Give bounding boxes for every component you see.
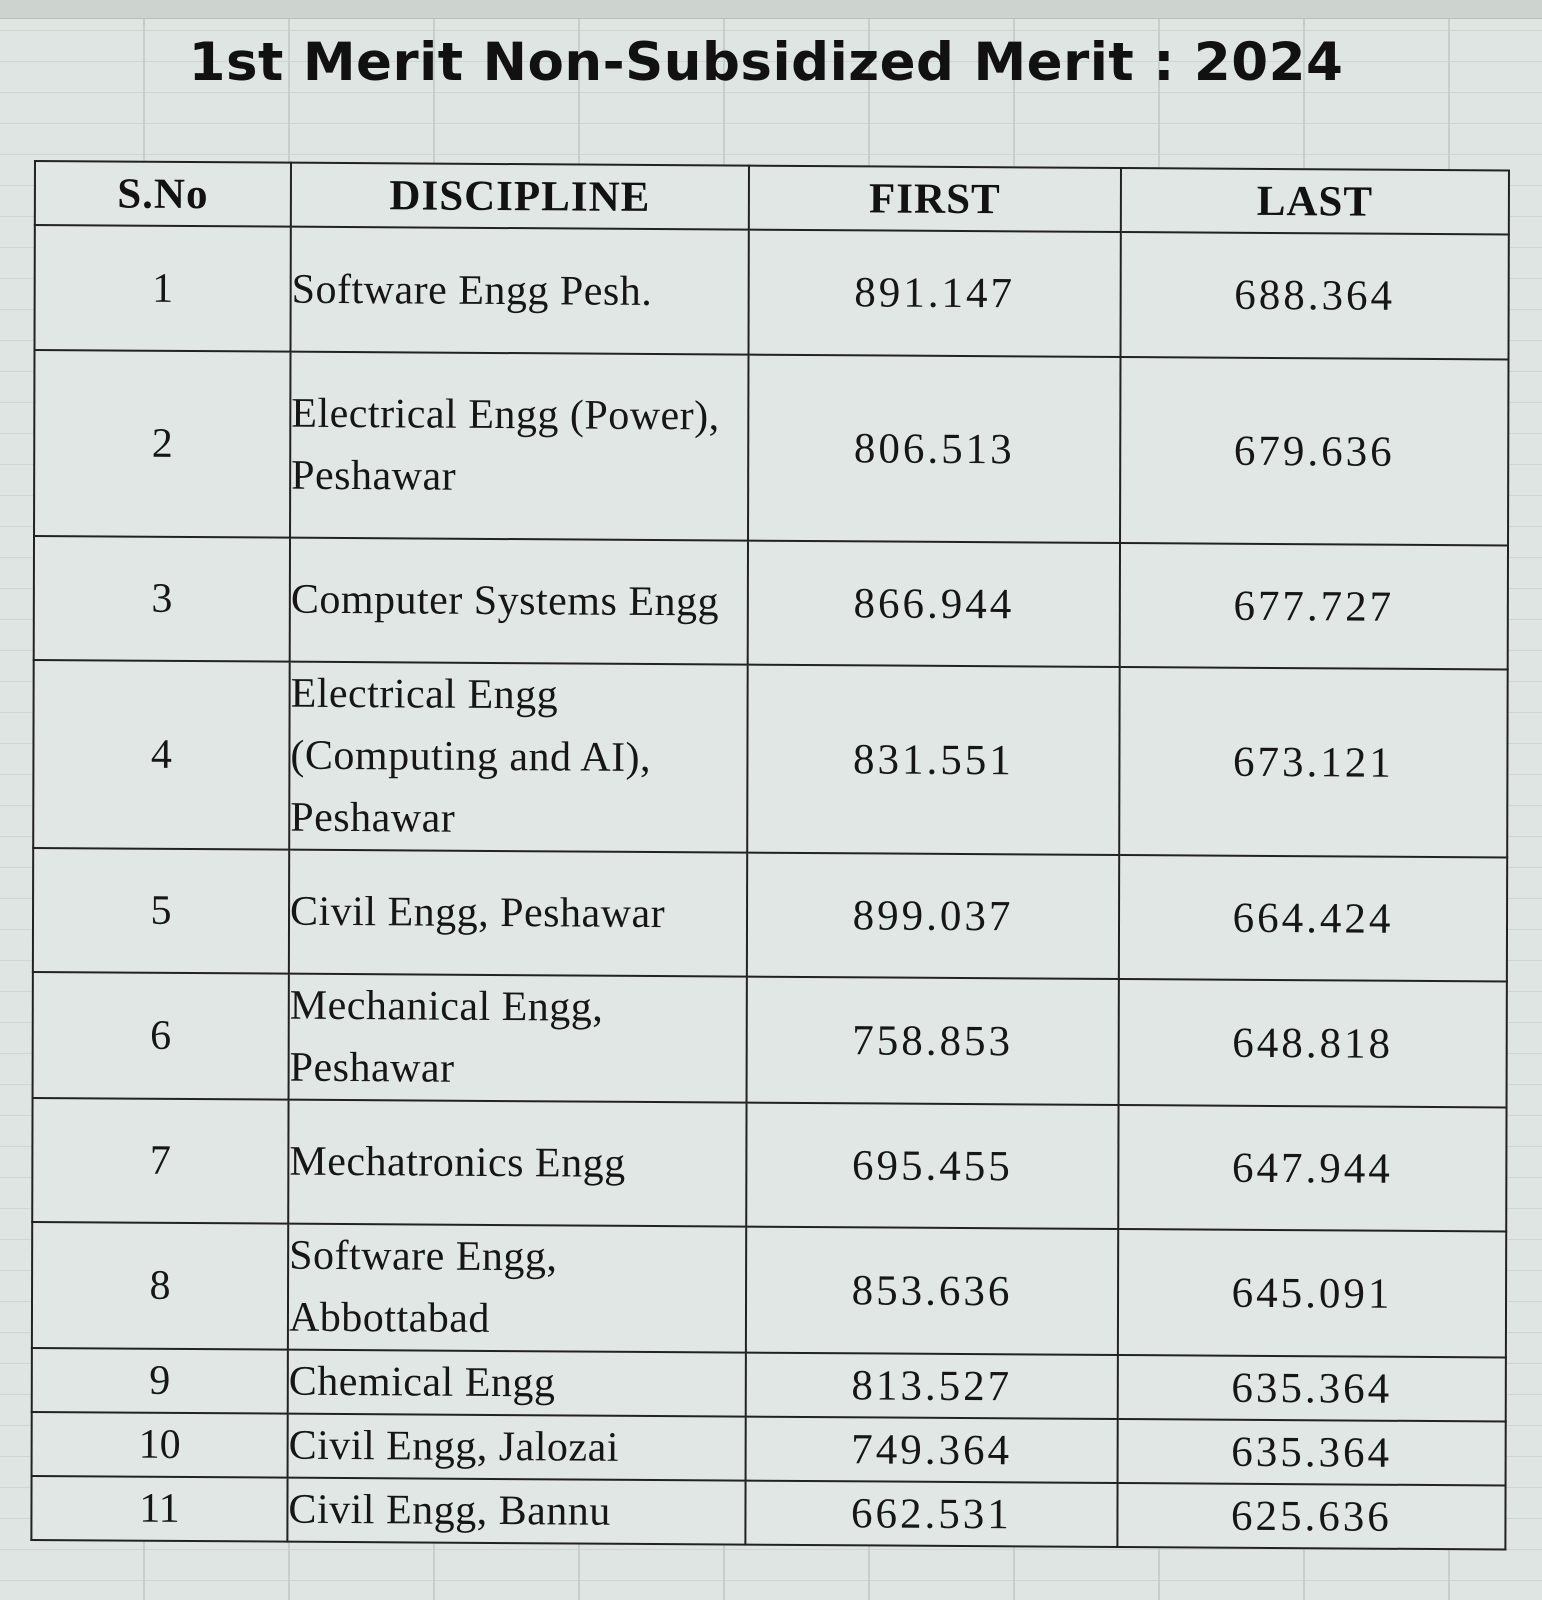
cell-first: 758.853 xyxy=(747,977,1119,1105)
cell-sno: 2 xyxy=(34,350,290,538)
table-header xyxy=(35,161,1509,235)
cell-first: 891.147 xyxy=(749,230,1121,357)
cell-discipline: Electrical Engg (Power), Peshawar xyxy=(290,352,748,541)
cell-discipline: Mechatronics Engg xyxy=(288,1100,746,1227)
table-row xyxy=(33,848,1507,982)
spreadsheet-top-strip xyxy=(0,0,1542,19)
cell-first: 749.364 xyxy=(746,1417,1118,1483)
cell-first: 662.531 xyxy=(745,1481,1117,1547)
cell-sno: 9 xyxy=(32,1348,288,1414)
cell-discipline: Electrical Engg (Computing and AI), Peshawar xyxy=(289,662,747,853)
cell-discipline: Civil Engg, Bannu xyxy=(287,1478,745,1545)
cell-first: 806.513 xyxy=(748,355,1120,543)
cell-discipline: Software Engg Pesh. xyxy=(291,227,749,355)
cell-last: 635.364 xyxy=(1118,1355,1506,1422)
cell-last: 645.091 xyxy=(1118,1229,1506,1358)
cell-first: 695.455 xyxy=(746,1103,1118,1229)
header-sno: S.No xyxy=(35,161,291,227)
cell-first: 853.636 xyxy=(746,1227,1118,1355)
cell-discipline: Mechanical Engg, Peshawar xyxy=(289,974,747,1103)
cell-sno: 1 xyxy=(35,225,291,352)
cell-last: 635.364 xyxy=(1118,1419,1506,1486)
table-row xyxy=(33,660,1507,858)
table-row xyxy=(33,972,1507,1108)
header-last: LAST xyxy=(1121,168,1509,235)
cell-discipline: Civil Engg, Jalozai xyxy=(288,1414,746,1481)
title-bar xyxy=(0,24,1542,100)
cell-last: 664.424 xyxy=(1119,855,1507,982)
table-row xyxy=(34,350,1508,546)
cell-sno: 11 xyxy=(31,1476,287,1542)
table-body xyxy=(31,225,1508,1550)
table-row xyxy=(32,1222,1506,1358)
cell-sno: 6 xyxy=(33,972,289,1100)
cell-sno: 5 xyxy=(33,848,289,974)
cell-sno: 4 xyxy=(33,660,289,850)
page-title: 1st Merit Non-Subsidized Merit : 2024 xyxy=(188,31,1344,93)
cell-first: 813.527 xyxy=(746,1353,1118,1419)
cell-first: 831.551 xyxy=(747,665,1119,855)
cell-first: 866.944 xyxy=(748,541,1120,667)
cell-last: 648.818 xyxy=(1119,979,1507,1108)
header-first: FIRST xyxy=(749,166,1121,232)
table-row xyxy=(32,1098,1506,1232)
table-row xyxy=(31,1476,1505,1550)
cell-discipline: Software Engg, Abbottabad xyxy=(288,1224,746,1353)
header-row xyxy=(35,161,1509,235)
merit-table xyxy=(30,160,1510,1551)
cell-last: 625.636 xyxy=(1117,1483,1505,1550)
cell-sno: 3 xyxy=(34,536,290,662)
cell-sno: 7 xyxy=(32,1098,288,1224)
cell-sno: 10 xyxy=(32,1412,288,1478)
cell-first: 899.037 xyxy=(747,853,1119,979)
table-row xyxy=(35,225,1509,360)
header-discipline: DISCIPLINE xyxy=(291,163,749,230)
table-row xyxy=(34,536,1508,670)
cell-last: 647.944 xyxy=(1118,1105,1506,1232)
cell-last: 679.636 xyxy=(1120,357,1508,546)
table-row xyxy=(32,1348,1506,1422)
table-row xyxy=(32,1412,1506,1486)
cell-sno: 8 xyxy=(32,1222,288,1350)
cell-discipline: Chemical Engg xyxy=(288,1350,746,1417)
cell-last: 688.364 xyxy=(1120,232,1508,360)
cell-last: 673.121 xyxy=(1119,667,1507,858)
merit-table-container xyxy=(30,160,1508,1551)
cell-discipline: Computer Systems Engg xyxy=(290,538,748,665)
cell-last: 677.727 xyxy=(1120,543,1508,670)
cell-discipline: Civil Engg, Peshawar xyxy=(289,850,747,977)
